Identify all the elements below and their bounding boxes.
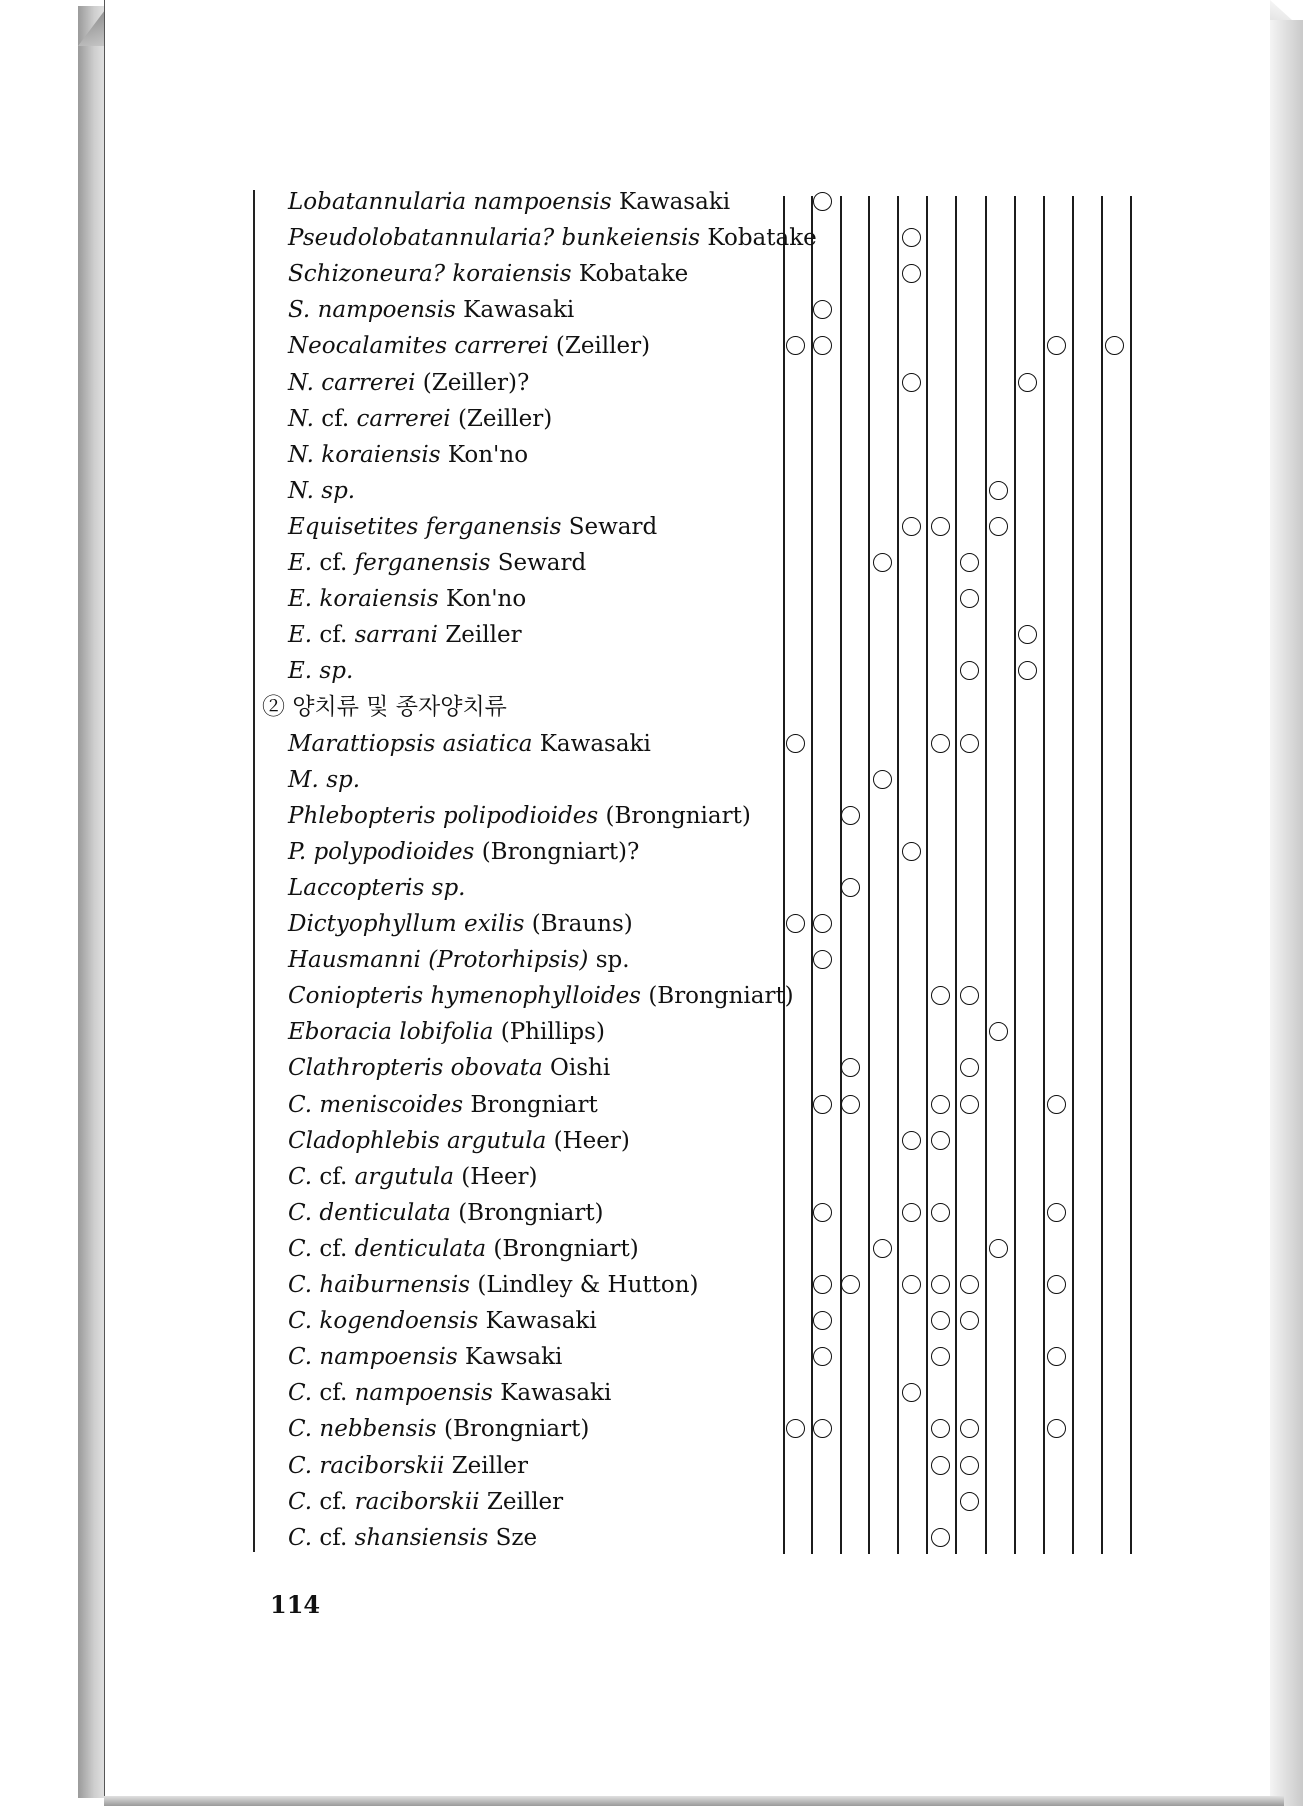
taxon-name xyxy=(288,294,574,326)
taxon-author: (Brongniart) xyxy=(605,802,751,829)
occurrence-circle-mark xyxy=(813,1275,832,1294)
taxon-species: sarrani xyxy=(354,622,439,649)
taxon-species: sp. xyxy=(321,477,356,504)
taxon-author: (Heer) xyxy=(461,1163,538,1190)
taxon-name xyxy=(288,330,650,362)
taxon-qualifier: cf. xyxy=(319,622,348,649)
taxon-abbreviation: C. xyxy=(288,1163,313,1190)
taxon-qualifier: cf. xyxy=(319,1380,348,1407)
occurrence-circle-mark xyxy=(960,553,979,572)
occurrence-circle-mark xyxy=(786,734,805,753)
taxon-name xyxy=(288,1413,589,1445)
occurrence-circle-mark xyxy=(813,950,832,969)
taxon-genus: Laccopteris xyxy=(288,874,425,901)
occurrence-circle-mark xyxy=(960,589,979,608)
taxon-species: argutula xyxy=(354,1163,454,1190)
taxon-genus: Cladophlebis xyxy=(288,1127,440,1154)
taxon-qualifier: cf. xyxy=(321,405,350,432)
taxon-name xyxy=(288,944,630,976)
occurrence-circle-mark xyxy=(1047,1203,1066,1222)
taxon-species: nebbensis xyxy=(319,1416,437,1443)
taxon-species: carrerei xyxy=(454,333,549,360)
grid-column-line xyxy=(926,196,928,1554)
taxon-name xyxy=(288,619,522,651)
taxon-qualifier: cf. xyxy=(319,550,348,576)
taxon-author: Kawasaki xyxy=(500,1380,612,1407)
taxon-abbreviation: E. xyxy=(288,658,313,685)
taxon-species: nampoensis xyxy=(473,189,612,215)
taxon-name xyxy=(288,583,526,615)
occurrence-circle-mark xyxy=(841,878,860,897)
taxon-abbreviation: C. xyxy=(288,1524,313,1551)
taxon-species: carrerei xyxy=(321,369,416,396)
occurrence-circle-mark xyxy=(873,1239,892,1258)
taxon-abbreviation: C. xyxy=(288,1235,313,1262)
taxon-author: Kawasaki xyxy=(619,189,731,215)
occurrence-circle-mark xyxy=(1018,373,1037,392)
grid-column-line xyxy=(955,196,957,1554)
taxon-species: polipodioides xyxy=(442,802,599,829)
occurrence-circle-mark xyxy=(931,1203,950,1222)
taxon-name xyxy=(288,872,465,904)
taxon-name xyxy=(288,1052,610,1084)
occurrence-circle-mark xyxy=(902,373,921,392)
taxon-author: Kon'no xyxy=(445,586,527,613)
taxon-author: Sze xyxy=(495,1524,538,1551)
taxon-species: sp. xyxy=(319,658,354,685)
grid-column-line xyxy=(897,196,899,1554)
taxon-species: carrerei xyxy=(356,405,451,432)
section-heading: ② 양치류 및 종자양치류 xyxy=(262,694,507,721)
occurrence-circle-mark xyxy=(960,1311,979,1330)
taxon-author: Kawasaki xyxy=(463,297,575,324)
taxon-name xyxy=(288,800,751,832)
taxon-name xyxy=(288,547,586,579)
taxon-abbreviation: N. xyxy=(288,405,314,432)
taxon-abbreviation: C. xyxy=(288,1416,313,1443)
taxon-author: Kobatake xyxy=(707,225,817,252)
taxon-name xyxy=(288,439,528,471)
taxon-author: Kon'no xyxy=(447,441,529,468)
taxon-species: koraiensis xyxy=(321,441,441,468)
taxon-author: (Phillips) xyxy=(500,1019,605,1046)
occurrence-circle-mark xyxy=(813,1203,832,1222)
taxon-name xyxy=(288,1341,562,1373)
occurrence-circle-mark xyxy=(931,1131,950,1150)
occurrence-circle-mark xyxy=(931,1275,950,1294)
taxon-abbreviation: C. xyxy=(288,1199,313,1226)
grid-column-line xyxy=(1130,196,1132,1554)
taxon-species: meniscoides xyxy=(319,1091,464,1118)
taxon-species: hymenophylloides xyxy=(430,983,641,1010)
taxon-name xyxy=(288,1089,598,1121)
occurrence-circle-mark xyxy=(813,914,832,933)
taxon-species: nampoensis xyxy=(317,297,456,324)
taxon-genus: Equisetites xyxy=(288,513,419,540)
taxon-abbreviation: E. xyxy=(288,622,313,649)
taxon-species: polypodioides xyxy=(313,838,475,865)
taxon-author: Kobatake xyxy=(578,261,689,288)
taxon-author: (Zeiller) xyxy=(555,333,651,360)
occurrence-circle-mark xyxy=(989,1239,1008,1258)
taxon-name xyxy=(288,475,355,507)
taxon-species: asiatica xyxy=(442,730,533,757)
taxon-species: sp. xyxy=(431,874,466,901)
grid-column-line xyxy=(1014,196,1016,1554)
taxon-author: (Lindley & Hutton) xyxy=(477,1272,699,1298)
taxon-abbreviation: C. xyxy=(288,1272,313,1298)
grid-column-line xyxy=(868,196,870,1554)
occurrence-circle-mark xyxy=(989,481,1008,500)
taxon-author: Oishi xyxy=(550,1055,611,1082)
occurrence-circle-mark xyxy=(989,517,1008,536)
taxon-species: shansiensis xyxy=(354,1524,489,1551)
taxon-name xyxy=(288,1269,699,1301)
occurrence-circle-mark xyxy=(902,1131,921,1150)
taxon-species: ferganensis xyxy=(425,513,562,540)
grid-column-line xyxy=(985,196,987,1554)
taxon-species: denticulata xyxy=(319,1199,451,1226)
taxon-name xyxy=(288,1233,639,1265)
taxon-abbreviation: C. xyxy=(288,1344,313,1371)
taxon-genus: Pseudolobatannularia? xyxy=(288,225,555,252)
taxon-species: nampoensis xyxy=(354,1380,493,1407)
taxon-species: haiburnensis xyxy=(319,1272,471,1298)
taxon-abbreviation: C. xyxy=(288,1488,313,1515)
occurrence-circle-mark xyxy=(813,192,832,211)
taxon-author: (Brauns) xyxy=(531,911,633,937)
taxon-author: Seward xyxy=(568,513,658,540)
taxon-name xyxy=(288,1197,604,1229)
taxon-name xyxy=(288,836,639,868)
taxon-species: ferganensis xyxy=(354,550,491,576)
occurrence-circle-mark xyxy=(902,228,921,247)
taxon-species: koraiensis xyxy=(319,586,439,613)
occurrence-circle-mark xyxy=(931,734,950,753)
occurrence-circle-mark xyxy=(960,734,979,753)
taxon-name xyxy=(288,367,529,399)
taxon-abbreviation: C. xyxy=(288,1091,313,1118)
taxon-abbreviation: C. xyxy=(288,1452,313,1479)
occurrence-circle-mark xyxy=(873,553,892,572)
taxon-name xyxy=(288,980,794,1012)
taxon-name xyxy=(288,764,360,796)
page-edge-shadow xyxy=(1270,20,1303,1806)
taxon-author: Kawsaki xyxy=(465,1344,563,1371)
taxon-name xyxy=(288,1486,563,1518)
taxon-name xyxy=(288,1016,605,1048)
occurrence-circle-mark xyxy=(813,1095,832,1114)
taxon-name xyxy=(288,728,651,760)
occurrence-circle-mark xyxy=(931,517,950,536)
occurrence-circle-mark xyxy=(902,1275,921,1294)
page-number: 114 xyxy=(270,1590,321,1619)
taxon-author: (Brongniart) xyxy=(493,1235,639,1262)
taxon-genus: Phlebopteris xyxy=(288,802,436,829)
grid-column-line xyxy=(811,196,813,1554)
occurrence-circle-mark xyxy=(931,1528,950,1547)
occurrence-circle-mark xyxy=(786,914,805,933)
taxon-species: obovata xyxy=(450,1055,543,1082)
occurrence-circle-mark xyxy=(841,806,860,825)
taxon-genus: Hausmanni xyxy=(288,947,421,974)
taxon-name xyxy=(288,222,817,254)
taxon-abbreviation: N. xyxy=(288,441,314,468)
taxon-genus: Marattiopsis xyxy=(288,730,436,757)
taxon-abbreviation: E. xyxy=(288,550,313,576)
taxon-name xyxy=(288,1377,611,1409)
taxon-abbreviation: E. xyxy=(288,586,313,613)
taxon-name xyxy=(288,511,657,543)
grid-column-line xyxy=(783,196,785,1554)
taxon-name xyxy=(288,186,730,218)
taxon-qualifier: cf. xyxy=(319,1235,348,1262)
taxon-abbreviation: P. xyxy=(288,838,307,865)
occurrence-circle-mark xyxy=(931,1095,950,1114)
occurrence-circle-mark xyxy=(931,1456,950,1475)
taxon-author: sp. xyxy=(595,947,630,974)
taxon-genus: Coniopteris xyxy=(288,983,424,1010)
taxon-author: Seward xyxy=(497,550,587,576)
occurrence-circle-mark xyxy=(902,842,921,861)
taxon-species: raciborskii xyxy=(319,1452,445,1479)
occurrence-circle-mark xyxy=(902,1203,921,1222)
taxon-author: Zeiller xyxy=(445,622,522,649)
taxon-name xyxy=(288,655,353,687)
taxon-abbreviation: C. xyxy=(288,1308,313,1335)
taxon-species: lobifolia xyxy=(399,1019,494,1046)
taxon-name xyxy=(288,403,552,435)
taxon-author: (Heer) xyxy=(553,1127,630,1154)
occurrence-circle-mark xyxy=(960,1275,979,1294)
taxon-qualifier: cf. xyxy=(319,1488,348,1515)
taxon-author: Zeiller xyxy=(486,1488,564,1515)
taxon-genus: Neocalamites xyxy=(288,333,448,360)
taxon-author: (Zeiller) xyxy=(457,405,553,432)
taxon-name xyxy=(288,1161,538,1193)
occurrence-circle-mark xyxy=(841,1275,860,1294)
taxon-species: nampoensis xyxy=(319,1344,458,1371)
grid-column-line xyxy=(1072,196,1074,1554)
taxon-name xyxy=(288,908,633,940)
taxon-name xyxy=(288,1450,528,1482)
taxon-author: (Zeiller)? xyxy=(422,369,530,396)
taxon-author: Zeiller xyxy=(451,1452,528,1479)
taxon-author: Kawasaki xyxy=(539,730,651,757)
occurrence-circle-mark xyxy=(960,1492,979,1511)
taxon-genus: Schizoneura? xyxy=(288,261,446,288)
taxon-species: sp. xyxy=(326,766,361,793)
grid-column-line xyxy=(840,196,842,1554)
occurrence-circle-mark xyxy=(960,1095,979,1114)
taxon-author: (Brongniart) xyxy=(443,1416,590,1443)
taxon-species: denticulata xyxy=(354,1235,487,1262)
taxon-abbreviation: N. xyxy=(288,369,314,396)
taxon-abbreviation: C. xyxy=(288,1380,313,1407)
taxon-species: argutula xyxy=(446,1127,547,1154)
occurrence-circle-mark xyxy=(1047,1275,1066,1294)
grid-column-line xyxy=(1101,196,1103,1554)
taxon-species: kogendoensis xyxy=(319,1308,479,1335)
taxon-abbreviation: S. xyxy=(288,297,311,324)
taxon-author: Kawasaki xyxy=(485,1308,597,1335)
paper-sheet xyxy=(104,0,1285,1806)
taxon-species: exilis xyxy=(463,911,525,937)
taxon-author: (Brongniart) xyxy=(458,1199,604,1226)
taxon-species: bunkeiensis xyxy=(561,225,701,252)
occurrence-circle-mark xyxy=(813,1311,832,1330)
occurrence-circle-mark xyxy=(1047,1095,1066,1114)
taxon-abbreviation: M. xyxy=(288,766,319,793)
taxon-name xyxy=(288,1522,537,1554)
taxon-genus: Eboracia xyxy=(288,1019,393,1046)
taxon-qualifier: cf. xyxy=(319,1524,348,1551)
taxon-genus: Dictyophyllum xyxy=(288,911,457,937)
taxon-genus: Clathropteris xyxy=(288,1055,444,1082)
taxon-species: raciborskii xyxy=(354,1488,480,1515)
occurrence-circle-mark xyxy=(841,1095,860,1114)
taxon-name xyxy=(288,1125,630,1157)
occurrence-circle-mark xyxy=(873,770,892,789)
page-bottom-edge xyxy=(104,1796,1284,1806)
taxon-species: (Protorhipsis) xyxy=(428,947,589,974)
taxon-author: (Brongniart) xyxy=(648,983,794,1010)
occurrence-circle-mark xyxy=(931,1311,950,1330)
occurrence-circle-mark xyxy=(960,1456,979,1475)
occurrence-circle-mark xyxy=(902,517,921,536)
taxon-author: Brongniart xyxy=(470,1091,598,1118)
table-left-rule xyxy=(253,190,255,1552)
grid-column-line xyxy=(1043,196,1045,1554)
taxon-abbreviation: N. xyxy=(288,477,314,504)
taxon-name xyxy=(288,258,688,290)
taxon-genus: Lobatannularia xyxy=(288,189,467,215)
taxon-author: (Brongniart)? xyxy=(481,838,640,865)
taxon-species: koraiensis xyxy=(452,261,572,288)
taxon-qualifier: cf. xyxy=(319,1163,348,1190)
taxon-name xyxy=(288,1305,597,1337)
